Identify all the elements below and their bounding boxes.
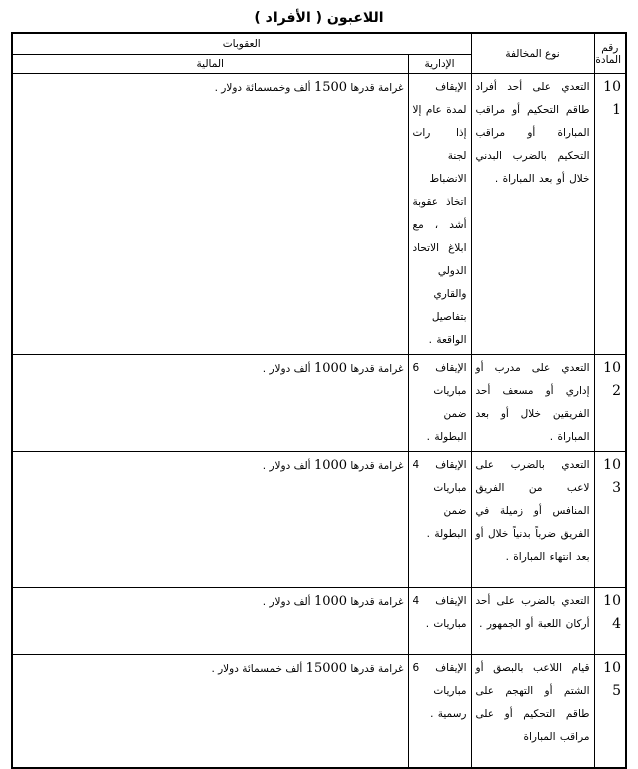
fine-suffix: ألف دولار . xyxy=(262,460,314,472)
fine-prefix: غرامة قدرها xyxy=(347,460,404,472)
header-financial: المالية xyxy=(12,55,408,74)
article-number: 10 1 xyxy=(594,74,626,355)
violation-type: التعدي على أحد أفراد طاقم التحكيم أو مراقب المباراة أو مراقب التحكيم بالضرب البدني خلال أو بعد المباراة . xyxy=(471,74,594,355)
fine-suffix: ألف وخمسمائة دولار . xyxy=(214,82,314,94)
administrative-penalty: الإيقاف 6 مباريات ضمن البطولة . xyxy=(408,355,471,452)
fine-prefix: غرامة قدرها xyxy=(347,82,404,94)
administrative-penalty: الإيقاف 4 مباريات ضمن البطولة . xyxy=(408,452,471,588)
page-title: اللاعبون ( الأفراد ) xyxy=(254,10,384,26)
fine-amount: 1000 xyxy=(313,361,348,376)
fine-suffix: ألف دولار . xyxy=(262,596,314,608)
fine-amount: 15000 xyxy=(305,661,348,676)
fine-amount: 1000 xyxy=(313,458,348,473)
fine-prefix: غرامة قدرها xyxy=(347,596,404,608)
violation-type: التعدي بالضرب على لاعب من الفريق المنافس أو زميلة في الفريق ضرباً بدنياً خلال أو بعد انتهاء المباراة . xyxy=(471,452,594,588)
financial-penalty xyxy=(12,588,408,655)
violation-type: قيام اللاعب بالبصق أو الشتم أو التهجم على طاقم التحكيم أو على مراقب المباراة xyxy=(471,655,594,769)
header-administrative: الإدارية xyxy=(408,55,471,74)
violation-type: التعدي على مدرب أو إداري أو مسعف أحد الفريقين خلال أو بعد المباراة . xyxy=(471,355,594,452)
financial-penalty xyxy=(12,74,408,355)
violation-type: التعدي بالضرب على أحد أركان اللعبة أو الجمهور . xyxy=(471,588,594,655)
fine-prefix: غرامة قدرها xyxy=(347,363,404,375)
penalties-table xyxy=(11,32,627,769)
table-row xyxy=(12,355,626,452)
fine-amount: 1500 xyxy=(313,80,348,95)
fine-amount: 1000 xyxy=(313,594,348,609)
fine-suffix: ألف خمسمائة دولار . xyxy=(211,663,306,675)
header-row xyxy=(12,33,626,55)
table-row xyxy=(12,74,626,355)
financial-penalty xyxy=(12,655,408,769)
article-number: 10 3 xyxy=(594,452,626,588)
header-article-no: رقم المادة xyxy=(594,33,626,74)
financial-penalty xyxy=(12,452,408,588)
article-number: 10 2 xyxy=(594,355,626,452)
administrative-penalty: الإيقاف 4 مباريات . xyxy=(408,588,471,655)
administrative-penalty: الإيقاف لمدة عام إلا إذا رات لجنة الانضباط اتخاذ عقوبة أشد ، مع ابلاغ الاتحاد الدولي والقاري بتفاصيل الواقعة . xyxy=(408,74,471,355)
article-number: 10 5 xyxy=(594,655,626,769)
table-row xyxy=(12,588,626,655)
header-violation-type: نوع المخالفة xyxy=(471,33,594,74)
fine-suffix: ألف دولار . xyxy=(262,363,314,375)
fine-prefix: غرامة قدرها xyxy=(347,663,404,675)
article-number: 10 4 xyxy=(594,588,626,655)
financial-penalty xyxy=(12,355,408,452)
administrative-penalty: الإيقاف 6 مباريات رسمية . xyxy=(408,655,471,769)
table-row xyxy=(12,452,626,588)
header-penalties: العقوبات xyxy=(12,33,471,55)
table-row xyxy=(12,655,626,769)
